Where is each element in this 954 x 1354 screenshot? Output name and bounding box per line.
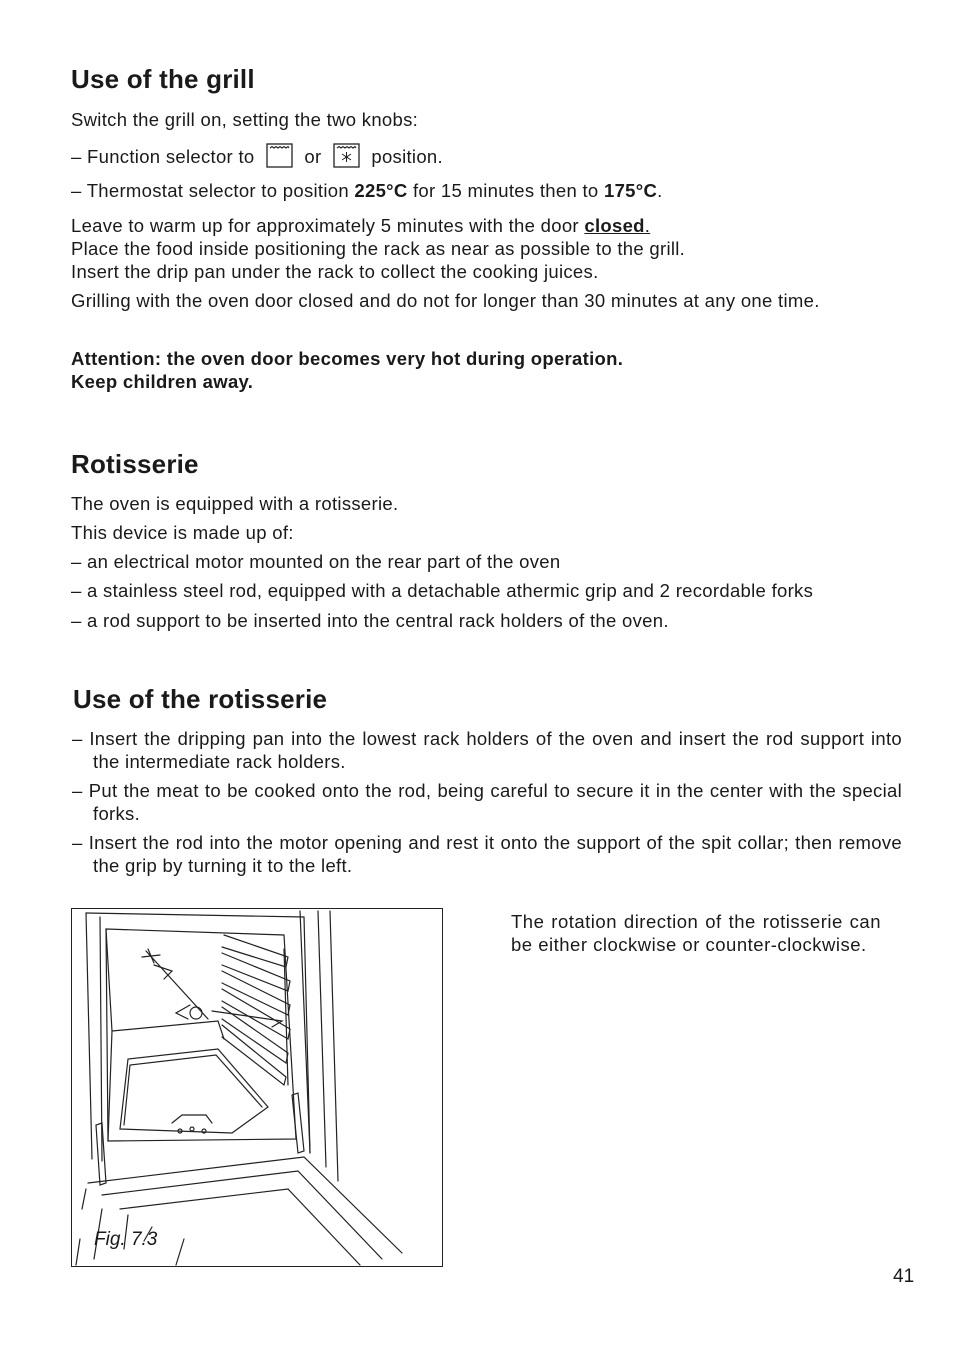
grill-intro: Switch the grill on, setting the two knobs: xyxy=(71,109,419,130)
function-selector-line xyxy=(71,143,443,173)
thermostat-mid-text: for 15 minutes then to xyxy=(412,180,599,201)
drip-pan-text: Insert the drip pan under the rack to collect the cooking juices. xyxy=(71,261,599,282)
list-item: – Insert the dripping pan into the lowest rack holders of the oven and insert the rod support into the intermediate rack holders. xyxy=(72,728,902,772)
thermostat-line xyxy=(71,179,663,202)
list-item: – a stainless steel rod, equipped with a detachable athermic grip and 2 recordable forks xyxy=(71,580,814,601)
warm-up-text: Leave to warm up for approximately 5 minutes with the door xyxy=(71,215,579,236)
temperature-225: 225°C xyxy=(354,180,408,201)
thermostat-end: . xyxy=(657,180,663,201)
oven-illustration xyxy=(72,909,443,1267)
rotation-note: The rotation direction of the rotisserie can be either clockwise or counter-clockwise. xyxy=(511,911,881,955)
warm-up-end: . xyxy=(644,215,651,236)
list-item: – Insert the rod into the motor opening and rest it onto the support of the spit collar; then remove the grip by turning it to the left. xyxy=(72,832,902,876)
grilling-note: Grilling with the oven door closed and do not for longer than 30 minutes at any one time. xyxy=(71,290,820,311)
list-item: – a rod support to be inserted into the central rack holders of the oven. xyxy=(71,610,669,631)
rotisserie-heading: Rotisserie xyxy=(71,449,199,479)
closed-emphasis: closed xyxy=(584,215,645,236)
or-text: or xyxy=(304,146,322,167)
function-selector-text: – Function selector to xyxy=(71,146,255,167)
temperature-175: 175°C xyxy=(603,180,658,201)
page-number: 41 xyxy=(893,1266,915,1287)
grill-heading: Use of the grill xyxy=(71,64,255,94)
fan-grill-symbol-icon xyxy=(333,143,360,173)
attention-line-2: Keep children away. xyxy=(71,371,254,392)
list-item: – Put the meat to be cooked onto the rod, being careful to secure it in the center with the special forks. xyxy=(72,780,902,824)
rotisserie-line-2: This device is made up of: xyxy=(71,522,294,543)
warm-up-block xyxy=(71,214,685,283)
oven-rotisserie-figure xyxy=(71,908,443,1267)
thermostat-text: – Thermostat selector to position xyxy=(71,180,349,201)
list-item: – an electrical motor mounted on the rear part of the oven xyxy=(71,551,561,572)
figure-caption: Fig. 7.3 xyxy=(94,1229,158,1250)
position-text: position. xyxy=(371,146,443,167)
attention-line-1: Attention: the oven door becomes very hot during operation. xyxy=(71,348,624,369)
place-food-text: Place the food inside positioning the rack as near as possible to the grill. xyxy=(71,238,686,259)
use-rotisserie-heading: Use of the rotisserie xyxy=(73,684,328,714)
grill-symbol-icon xyxy=(266,143,293,173)
rotisserie-line-1: The oven is equipped with a rotisserie. xyxy=(71,493,399,514)
attention-warning xyxy=(71,347,623,393)
